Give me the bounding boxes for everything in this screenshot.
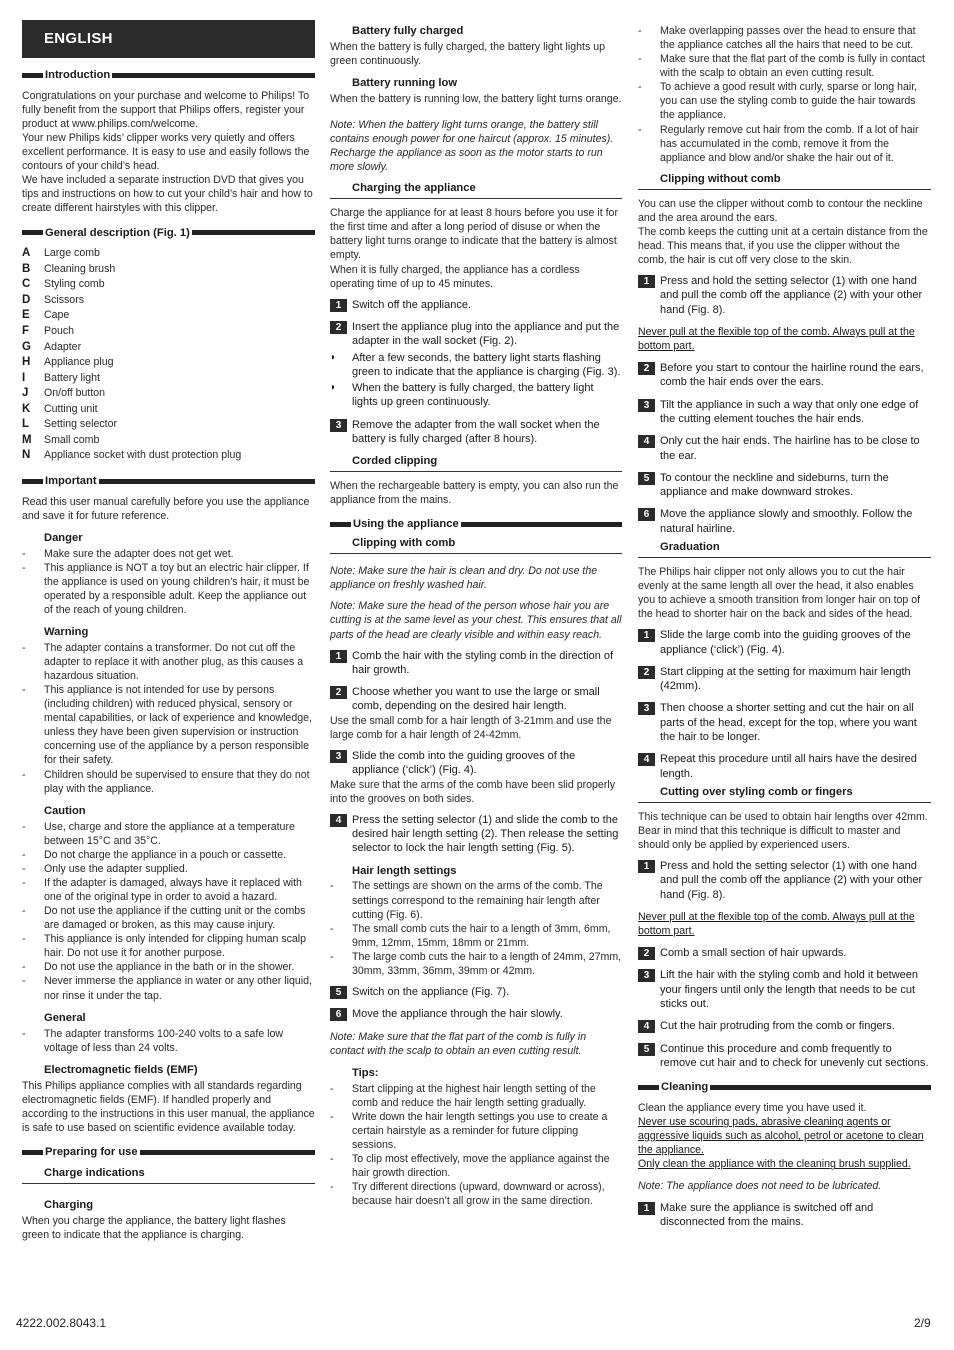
list-item: - Make sure that the flat part of the comb is fully in contact with the scalp to obtain an even cutting result.	[638, 52, 931, 80]
list-item: - To clip most effectively, move the appliance against the hair growth direction.	[330, 1152, 622, 1180]
warning-text: Never use scouring pads, abrasive cleaning agents or aggressive liquids such as alcohol, petrol or acetone to clean the appliance.	[638, 1116, 924, 1157]
subheading-tips: Tips:	[352, 1066, 379, 1079]
list-item: - The adapter transforms 100-240 volts to a safe low voltage of less than 24 volts.	[22, 1027, 315, 1055]
step: 4 Only cut the hair ends. The hairline has to be close to the ear.	[638, 434, 931, 463]
note: Note: Make sure that the flat part of the comb is fully in contact with the scalp to obtain an even cutting result.	[330, 1030, 587, 1057]
step: 6 Move the appliance through the hair slowly.	[330, 1007, 622, 1021]
bullet-step: ◗ After a few seconds, the battery light starts flashing green to indicate that the appliance is charging (Fig. 3).	[330, 351, 621, 378]
caution-list	[22, 820, 315, 1003]
subheading-charging-appliance: Charging the appliance	[330, 181, 622, 199]
warning-text: Never pull at the flexible top of the comb. Always pull at the bottom part.	[638, 910, 915, 938]
list-item: F Pouch	[22, 325, 75, 337]
charging-paragraph: When you charge the appliance, the battery light flashes green to indicate that the appliance is charging.	[22, 1214, 286, 1241]
subheading-charge-indications: Charge indications	[22, 1166, 315, 1184]
parts-list	[22, 246, 315, 463]
list-item: D Scissors	[22, 293, 85, 306]
important-paragraph: Read this user manual carefully before you use the appliance and save it for future reference.	[22, 495, 310, 522]
list-item: N Appliance socket with dust protection plug	[22, 449, 242, 462]
note: Note: The appliance does not need to be lubricated.	[638, 1180, 882, 1193]
list-item: - This appliance is NOT a toy but an electric hair clipper. If the appliance is used on young children’s hair, it must be operated by a responsible adult. Keep the appliance out of the reach of young children.	[22, 561, 315, 617]
list-item: A Large comb	[22, 247, 100, 260]
subheading-caution: Caution	[44, 804, 86, 817]
battery-low-note: Note: When the battery light turns orange, the battery still contains enough power for one haircut (approx. 15 minutes). Recharge the appliance as soon as the motor starts to run more slowly.	[330, 119, 614, 174]
step: 2 Insert the appliance plug into the appliance and put the adapter in the wall socket (Fig. 2).	[330, 320, 622, 349]
emf-paragraph: This Philips appliance complies with all standards regarding electromagnetic fields (EMF). If handled properly and according to the instructions in this user manual, the appliance is safe to use based on scientific evidence available today.	[22, 1079, 315, 1134]
general-list	[22, 1027, 315, 1055]
step: 5 To contour the neckline and sideburns, turn the appliance and make downward strokes.	[638, 471, 931, 500]
step-paragraph: Make sure that the arms of the comb have been slid properly into the grooves on both sides.	[330, 778, 616, 805]
step: 1 Slide the large comb into the guiding grooves of the appliance (‘click’) (Fig. 4).	[638, 628, 931, 657]
subheading-corded-clipping: Corded clipping	[330, 454, 622, 472]
tips-list-continued	[638, 24, 931, 165]
section-heading-cleaning: Cleaning	[638, 1080, 931, 1095]
column-2	[330, 20, 622, 1215]
section-heading-introduction: Introduction	[22, 68, 315, 83]
battery-full-paragraph: When the battery is fully charged, the battery light lights up green continuously.	[330, 40, 605, 67]
list-item: - To achieve a good result with curly, sparse or long hair, you can use the styling comb to guide the hair towards the appliance.	[638, 80, 931, 122]
list-item: - Try different directions (upward, downward or across), because hair doesn’t all grow in the same direction.	[330, 1180, 622, 1208]
battery-low-paragraph: When the battery is running low, the battery light turns orange.	[330, 92, 622, 105]
step: 2 Choose whether you want to use the large or small comb, depending on the desired hair length.	[330, 685, 622, 714]
list-item: - Do not charge the appliance in a pouch or cassette.	[22, 848, 315, 862]
step: 1 Press and hold the setting selector (1) with one hand and pull the comb off the appliance (2) with your other hand (Fig. 8).	[638, 274, 931, 317]
list-item: K Cutting unit	[22, 402, 98, 415]
step: 1 Comb the hair with the styling comb in the direction of hair growth.	[330, 649, 622, 678]
list-item: - Do not use the appliance in the bath or in the shower.	[22, 960, 315, 974]
column-1	[22, 20, 315, 1249]
list-item: I Battery light	[22, 371, 100, 384]
subheading-emf: Electromagnetic fields (EMF)	[44, 1063, 198, 1076]
cwo-paragraph: The comb keeps the cutting unit at a certain distance from the head. This means that, if you use the clipper without the comb, the hair is cut off very close to the skin.	[638, 225, 928, 266]
step-paragraph: Use the small comb for a hair length of 3-21mm and use the large comb for a hair length of 24-42mm.	[330, 714, 612, 741]
intro-paragraph: Congratulations on your purchase and welcome to Philips! To fully benefit from the support that Philips offers, register your product at www.philips.com/welcome.	[22, 89, 310, 130]
hair-length-list	[330, 879, 622, 978]
subheading-clipping-with-comb: Clipping with comb	[330, 536, 622, 554]
list-item: - The adapter contains a transformer. Do not cut off the adapter to replace it with another plug, as this causes a hazardous situation.	[22, 641, 315, 683]
cwo-paragraph: You can use the clipper without comb to contour the neckline and the area around the ears.	[638, 197, 923, 224]
warning-list	[22, 641, 315, 796]
step: 5 Switch on the appliance (Fig. 7).	[330, 985, 622, 999]
step: 3 Tilt the appliance in such a way that only one edge of the cutting element touches the hair ends.	[638, 398, 931, 427]
list-item: - Never immerse the appliance in water or any other liquid, nor rinse it under the tap.	[22, 974, 315, 1002]
list-item: M Small comb	[22, 433, 100, 446]
list-item: - Only use the adapter supplied.	[22, 862, 315, 876]
list-item: B Cleaning brush	[22, 262, 116, 275]
intro-paragraph: We have included a separate instruction DVD that gives you tips and instructions on how to cut your child’s hair and how to create different hairstyles with this clipper.	[22, 174, 313, 215]
step: 4 Press the setting selector (1) and slide the comb to the desired hair length setting (2). Then release the setting selector to lock the hair length setting (Fig. 5).	[330, 813, 622, 856]
list-item: - If the adapter is damaged, always have it replaced with one of the original type in order to avoid a hazard.	[22, 876, 315, 904]
section-heading-using: Using the appliance	[330, 517, 622, 532]
list-item: - This appliance is only intended for clipping human scalp hair. Do not use it for another purpose.	[22, 932, 315, 960]
note: Note: Make sure the hair is clean and dry. Do not use the appliance on freshly washed hair.	[330, 565, 598, 592]
step: 1 Make sure the appliance is switched off and disconnected from the mains.	[638, 1201, 931, 1230]
list-item: - Make sure the adapter does not get wet.	[22, 547, 315, 561]
warning-text: Never pull at the flexible top of the comb. Always pull at the bottom part.	[638, 325, 915, 353]
list-item: - Children should be supervised to ensure that they do not play with the appliance.	[22, 768, 315, 796]
list-item: - Make overlapping passes over the head to ensure that the appliance catches all the hairs that need to be cut.	[638, 24, 931, 52]
list-item: E Cape	[22, 309, 70, 322]
intro-paragraph: Your new Philips kids’ clipper works very quietly and offers excellent performance. It is easy to use and easily follows the contours of your child’s head.	[22, 132, 310, 173]
list-item: - Use, charge and store the appliance at a temperature between 15°C and 35°C.	[22, 820, 315, 848]
page-number: 2/9	[914, 1316, 931, 1330]
list-item: - Write down the hair length settings you use to create a certain hairstyle as a reminder for future clipping sessions.	[330, 1110, 622, 1152]
step: 3 Slide the comb into the guiding grooves of the appliance (‘click’) (Fig. 4).	[330, 749, 622, 778]
step: 2 Comb a small section of hair upwards.	[638, 946, 931, 960]
list-item: G Adapter	[22, 340, 82, 353]
list-item: - The settings are shown on the arms of the comb. The settings correspond to the remaining hair length after cutting (Fig. 6).	[330, 879, 622, 921]
step: 2 Before you start to contour the hairline round the ears, comb the hair ends over the ears.	[638, 361, 931, 390]
list-item: J On/off button	[22, 387, 106, 400]
list-item: - The small comb cuts the hair to a length of 3mm, 6mm, 9mm, 12mm, 15mm, 18mm or 21mm.	[330, 922, 622, 950]
subheading-danger: Danger	[44, 531, 83, 544]
cutting-over-paragraph: This technique can be used to obtain hair lengths over 42mm. Bear in mind that this technique is difficult to master and should only be applied by experienced users.	[638, 810, 928, 851]
list-item: - Do not use the appliance if the cutting unit or the combs are damaged or broken, as this may cause injury.	[22, 904, 315, 932]
step: 5 Continue this procedure and comb frequently to remove cut hair and to check for unevenly cut sections.	[638, 1042, 931, 1071]
language-header: ENGLISH	[22, 20, 315, 58]
subheading-clipping-without-comb: Clipping without comb	[638, 172, 931, 190]
step: 3 Lift the hair with the styling comb and hold it between your fingers until only the length that needs to be cut sticks out.	[638, 968, 931, 1011]
step: 1 Press and hold the setting selector (1) with one hand and pull the comb off the appliance (2) with your other hand (Fig. 8).	[638, 859, 931, 902]
list-item: - The large comb cuts the hair to a length of 24mm, 27mm, 30mm, 33mm, 36mm, 39mm or 42mm.	[330, 950, 622, 978]
step: 4 Repeat this procedure until all hairs have the desired length.	[638, 752, 931, 781]
cleaning-paragraph: Clean the appliance every time you have used it.	[638, 1102, 867, 1115]
step: 6 Move the appliance slowly and smoothly. Follow the natural hairline.	[638, 507, 931, 536]
subheading-battery-full: Battery fully charged	[352, 25, 464, 37]
list-item: - Start clipping at the highest hair length setting of the comb and reduce the hair length setting gradually.	[330, 1082, 622, 1110]
list-item: L Setting selector	[22, 418, 118, 431]
list-item: - Regularly remove cut hair from the comb. If a lot of hair has accumulated in the comb, remove it from the appliance and blow and/or shake the hair out of it.	[638, 123, 931, 165]
step: 1 Switch off the appliance.	[330, 298, 622, 312]
subheading-hair-length-settings: Hair length settings	[352, 864, 457, 877]
list-item: H Appliance plug	[22, 356, 114, 369]
list-item: - This appliance is not intended for use by persons (including children) with reduced physical, sensory or mental capabilities, or lack of experience and knowledge, unless they have been given supervision or instruction concerning use of the appliance by a person responsible for their safety.	[22, 683, 315, 767]
subheading-graduation: Graduation	[638, 540, 931, 558]
column-3	[638, 20, 931, 1237]
corded-paragraph: When the rechargeable battery is empty, you can also run the appliance from the mains.	[330, 480, 619, 507]
step: 4 Cut the hair protruding from the comb or fingers.	[638, 1019, 931, 1033]
step: 3 Then choose a shorter setting and cut the hair on all parts of the head, except for the top, where you want the hair to be longer.	[638, 701, 931, 744]
subheading-warning: Warning	[44, 625, 89, 638]
danger-list	[22, 547, 315, 617]
tips-list	[330, 1082, 622, 1209]
warning-text: Only clean the appliance with the cleaning brush supplied.	[638, 1158, 911, 1171]
subheading-battery-low: Battery running low	[352, 77, 458, 90]
step: 3 Remove the adapter from the wall socket when the battery is fully charged (after 8 hours).	[330, 418, 622, 447]
subheading-charging: Charging	[44, 1198, 94, 1211]
charging-appliance-paragraph: When it is fully charged, the appliance has a cordless operating time of up to 45 minutes.	[330, 263, 580, 290]
note: Note: Make sure the head of the person whose hair you are cutting is at the same level as your chest. This ensures that all parts of the head are clearly visible and within easy reach.	[330, 600, 622, 641]
list-item: C Styling comb	[22, 278, 105, 291]
section-heading-important: Important	[22, 474, 315, 489]
section-heading-preparing: Preparing for use	[22, 1145, 315, 1160]
charging-appliance-paragraph: Charge the appliance for at least 8 hours before you use it for the first time and after a long period of disuse or when the battery light turns orange to indicate that the battery is almost empty.	[330, 207, 618, 262]
subheading-cutting-over-comb: Cutting over styling comb or fingers	[638, 785, 931, 803]
step: 2 Start clipping at the setting for maximum hair length (42mm).	[638, 665, 931, 694]
subheading-general: General	[44, 1011, 86, 1024]
graduation-paragraph: The Philips hair clipper not only allows you to cut the hair evenly at the same length all over the head, it also enables you to achieve a smooth transition from longer hair on top of the head to shorter hair on the back and sides of the head.	[638, 565, 921, 621]
document-code: 4222.002.8043.1	[16, 1316, 107, 1330]
section-heading-general-description: General description (Fig. 1)	[22, 226, 315, 241]
bullet-step: ◗ When the battery is fully charged, the battery light lights up green continuously.	[330, 382, 594, 409]
